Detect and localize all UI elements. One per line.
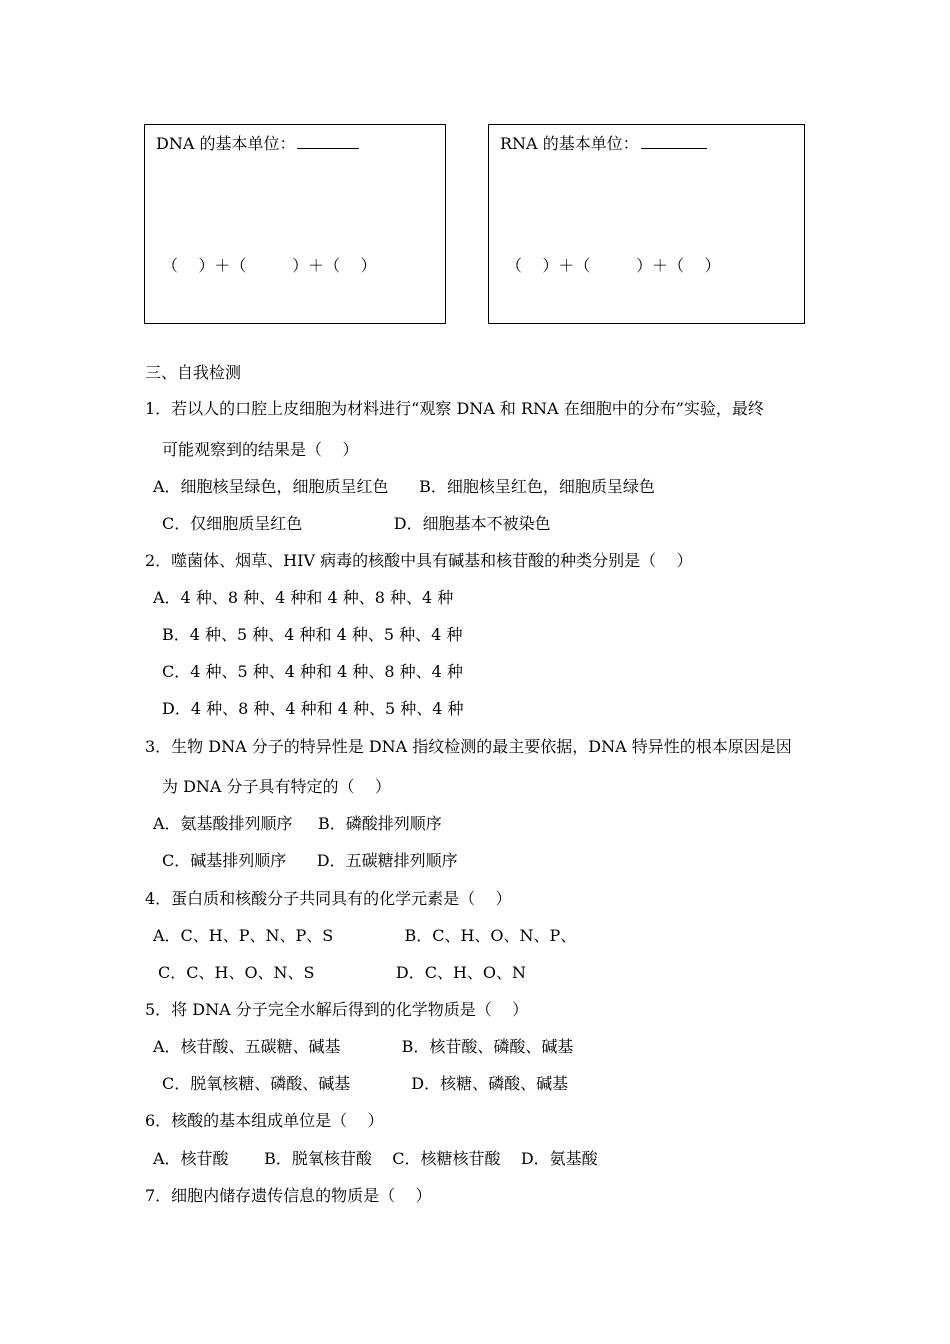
section-title: 三、自我检测	[145, 363, 242, 382]
answer-blank	[297, 134, 359, 149]
q2-option-a: A．4 种、8 种、4 种和 4 种、8 种、4 种	[153, 588, 454, 607]
q4-options-cd: C．C、H、O、N、S D．C、H、O、N	[158, 963, 527, 982]
question-1-cont: 可能观察到的结果是（ ）	[162, 440, 359, 459]
dna-formula: （ ）＋（ ）＋（ ）	[162, 256, 377, 275]
rna-box-title-text: RNA 的基本单位：	[500, 134, 639, 153]
question-3-cont: 为 DNA 分子具有特定的（ ）	[162, 777, 391, 796]
dna-box-title	[156, 131, 359, 154]
q1-options-ab: A．细胞核呈绿色，细胞质呈红色 B．细胞核呈红色，细胞质呈绿色	[153, 477, 655, 496]
q6-options: A．核苷酸 B．脱氧核苷酸 C．核糖核苷酸 D．氨基酸	[153, 1149, 598, 1168]
answer-blank	[641, 134, 707, 149]
rna-basic-unit-box	[488, 124, 805, 324]
q2-option-c: C．4 种、5 种、4 种和 4 种、8 种、4 种	[162, 662, 463, 681]
question-7: 7．细胞内储存遗传信息的物质是（ ）	[145, 1186, 432, 1205]
question-3: 3．生物 DNA 分子的特异性是 DNA 指纹检测的最主要依据，DNA 特异性的根本原因是因	[145, 737, 792, 756]
q4-options-ab: A．C、H、P、N、P、S B．C、H、O、N、P、	[153, 926, 577, 945]
question-2: 2．噬菌体、烟草、HIV 病毒的核酸中具有碱基和核苷酸的种类分别是（ ）	[145, 551, 693, 570]
dna-box-title-text: DNA 的基本单位：	[156, 134, 296, 153]
question-4: 4．蛋白质和核酸分子共同具有的化学元素是（ ）	[145, 889, 512, 908]
rna-box-title	[500, 131, 707, 154]
dna-basic-unit-box	[144, 124, 446, 324]
q3-options-ab: A．氨基酸排列顺序 B．磷酸排列顺序	[153, 814, 442, 833]
q5-options-cd: C．脱氧核糖、磷酸、碱基 D．核糖、磷酸、碱基	[162, 1074, 569, 1093]
question-6: 6．核酸的基本组成单位是（ ）	[145, 1111, 384, 1130]
rna-formula: （ ）＋（ ）＋（ ）	[506, 256, 721, 275]
q5-options-ab: A．核苷酸、五碳糖、碱基 B．核苷酸、磷酸、碱基	[153, 1037, 574, 1056]
q1-options-cd: C．仅细胞质呈红色 D．细胞基本不被染色	[162, 514, 551, 533]
q3-options-cd: C．碱基排列顺序 D．五碳糖排列顺序	[162, 851, 458, 870]
question-1: 1．若以人的口腔上皮细胞为材料进行“观察 DNA 和 RNA 在细胞中的分布”实验，最终	[145, 399, 764, 418]
q2-option-b: B．4 种、5 种、4 种和 4 种、5 种、4 种	[162, 625, 463, 644]
question-5: 5．将 DNA 分子完全水解后得到的化学物质是（ ）	[145, 1000, 529, 1019]
q2-option-d: D．4 种、8 种、4 种和 4 种、5 种、4 种	[162, 699, 464, 718]
